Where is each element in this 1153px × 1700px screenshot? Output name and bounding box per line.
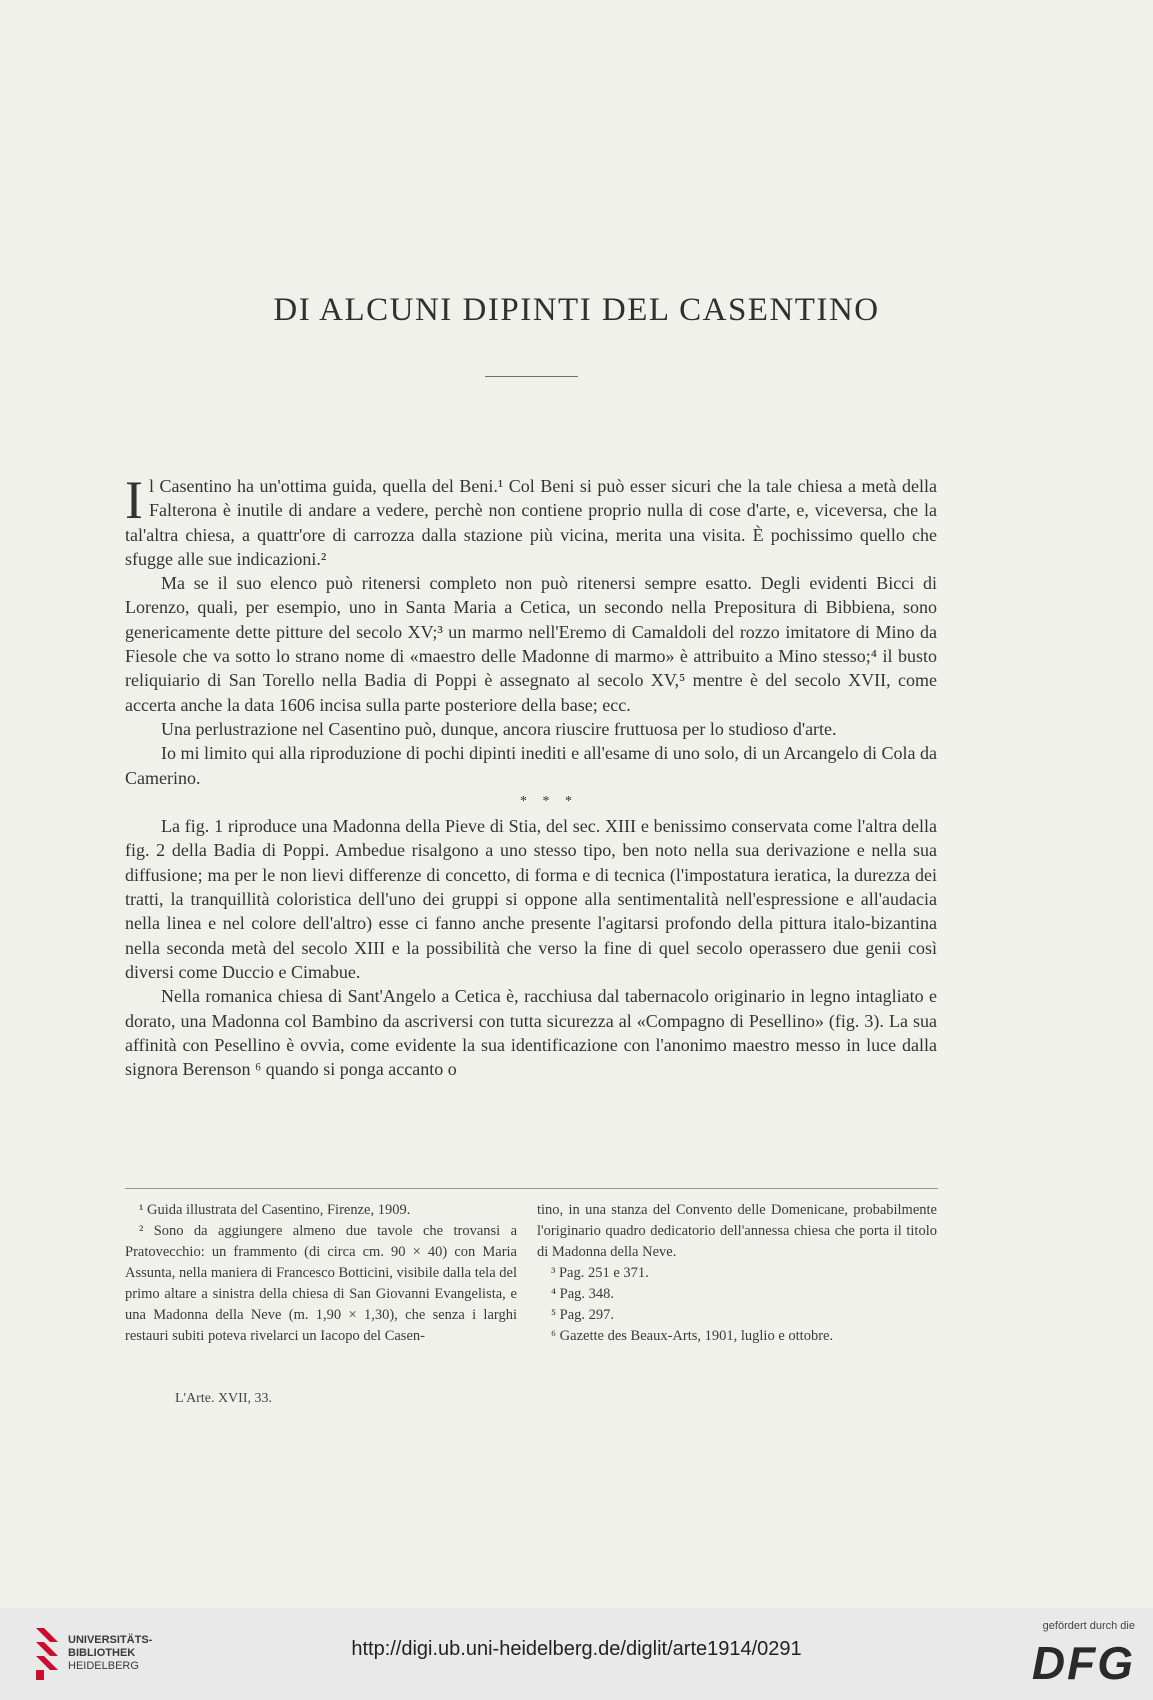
footnote-3: ³ Pag. 251 e 371. xyxy=(551,1265,649,1281)
footnote-2-continued: tino, in una stanza del Convento delle Domenicane, probabilmente l'originario quadro dedicatorio dell'annessa chiesa che porta il titolo di Madonna della Neve. xyxy=(537,1202,937,1260)
paragraph-6: Nella romanica chiesa di Sant'Angelo a Cetica è, racchiusa dal tabernacolo originario in legno intagliato e dorato, una Madonna col Bambino da ascriversi con tutta sicurezza al «Compagno di Pesellino» (fig. 3). La sua affinità con Pesellino è ovvia, come evidente la sua identificazione con l'anonimo maestro messo in luce dalla signora Berenson ⁶ quando si ponga accanto o xyxy=(125,986,937,1080)
footnotes-left-column xyxy=(125,1200,517,1347)
drop-cap: I xyxy=(125,470,143,530)
funding-label: gefördert durch die xyxy=(1042,1620,1135,1632)
paragraph-3: Una perlustrazione nel Casentino può, dunque, ancora riuscire fruttuosa per lo studioso d'arte. xyxy=(161,718,837,739)
paragraph-4: Io mi limito qui alla riproduzione di pochi dipinti inediti e all'esame di uno solo, di un Arcangelo di Cola da Camerino. xyxy=(125,743,937,788)
dfg-logo[interactable]: DFG xyxy=(1031,1637,1135,1689)
title-divider xyxy=(485,376,578,377)
footnote-1: ¹ Guida illustrata del Casentino, Firenze, 1909. xyxy=(139,1202,411,1218)
footnote-5: ⁵ Pag. 297. xyxy=(551,1307,615,1323)
footnote-6: ⁶ Gazette des Beaux-Arts, 1901, luglio e ottobre. xyxy=(551,1328,834,1344)
footnote-divider xyxy=(125,1188,938,1189)
library-name[interactable]: UNIVERSITÄTS- BIBLIOTHEK HEIDELBERG xyxy=(68,1634,153,1672)
article-title: DI ALCUNI DIPINTI DEL CASENTINO xyxy=(273,292,880,328)
document-url-link[interactable]: http://digi.ub.uni-heidelberg.de/diglit/arte1914/0291 xyxy=(351,1638,802,1660)
footnote-2: ² Sono da aggiungere almeno due tavole che trovansi a Pratovecchio: un frammento (di circa cm. 90 × 40) con Maria Assunta, nella maniera di Francesco Botticini, visibile dalla tela del primo altare a sinistra della chiesa di San Giovanni Evangelista, e una Madonna della Neve (m. 1,90 × 1,30), che senza i larghi restauri subiti poteva rivelarci un Iacopo del Casen- xyxy=(125,1223,517,1344)
viewer-footer xyxy=(0,1608,1153,1700)
signature-mark: L'Arte. XVII, 33. xyxy=(175,1391,272,1406)
paragraph-2: Ma se il suo elenco può ritenersi completo non può ritenersi sempre esatto. Degli evidenti Bicci di Lorenzo, quali, per esempio, uno in Santa Maria a Cetica, un secondo nella Prepositura di Bibbiena, sono genericamente dette pitture del secolo XV;³ un marmo nell'Eremo di Camaldoli del rozzo imitatore di Mino da Fiesole che va sotto lo strano nome di «maestro delle Madonne di marmo» è attribuito a Mino stesso;⁴ il busto reliquiario di San Torello nella Badia di Poppi è assegnato al secolo XV,⁵ mentre è del secolo XVII, come accerta anche la data 1606 incisa sulla parte posteriore della base; ecc. xyxy=(125,573,937,715)
section-separator: * * * xyxy=(520,793,578,809)
footnotes-right-column xyxy=(537,1200,937,1347)
paragraph-5: La fig. 1 riproduce una Madonna della Pieve di Stia, del sec. XIII e benissimo conservata come l'altra della fig. 2 della Badia di Poppi. Ambedue risalgono a uno stesso tipo, ben noto nella sua derivazione e nella sua diffusione; ma per le non lievi differenze di concetto, di forma e di tecnica (l'impostatura ieratica, la durezza dei tratti, la tranquillità coloristica dell'uno dei gruppi si oppone alla sentimentalità nell'espressione e all'audacia nella linea e nel colore dell'altro) esse ci fanno anche presente l'agitarsi profondo della pittura italo-bizantina nella seconda metà del secolo XIII e la possibilità che verso la fine di quel secolo operassero due genii così diversi come Duccio e Cimabue. xyxy=(125,816,937,982)
paragraph-1: Il Casentino ha un'ottima guida, quella del Beni.¹ Col Beni si può esser sicuri che la tale chiesa a metà della Falterona è inutile di andare a vedere, perchè non contiene proprio nulla di cose d'arte, e, viceversa, che la tal'altra chiesa, a quattr'ore di carrozza dalla stazione più vicina, merita una visita. È pochissimo quello che sfugge alle sue indicazioni.² xyxy=(125,470,937,569)
footnote-4: ⁴ Pag. 348. xyxy=(551,1286,615,1302)
article-body xyxy=(125,470,937,1081)
